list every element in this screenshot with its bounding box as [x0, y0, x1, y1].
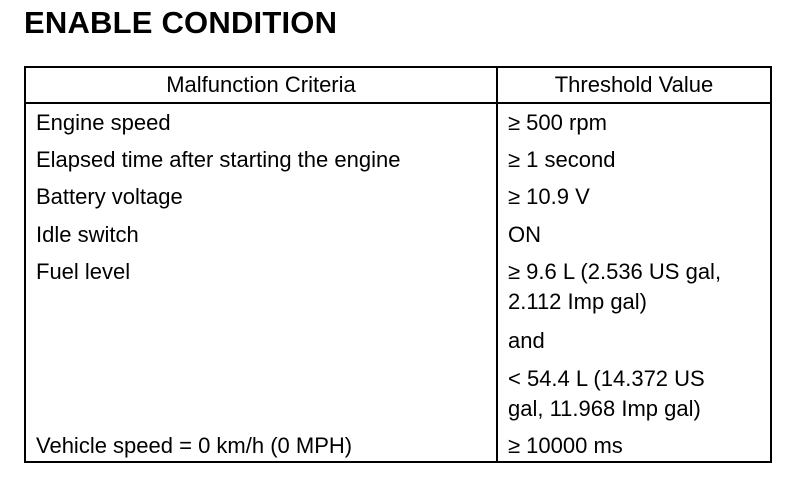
- criteria-cell: Engine speed: [36, 110, 171, 135]
- threshold-cell: ON: [508, 222, 541, 247]
- criteria-cell: Fuel level: [36, 259, 131, 284]
- enable-condition-table: [24, 66, 772, 463]
- criteria-cell: Elapsed time after starting the engine: [36, 147, 401, 172]
- criteria-cell: Idle switch: [36, 222, 139, 247]
- column-header-criteria: Malfunction Criteria: [166, 72, 356, 97]
- threshold-cell: ≥ 9.6 L (2.536 US gal,: [508, 259, 722, 284]
- threshold-cell-continuation: 2.112 Imp gal): [508, 289, 648, 314]
- page-title: ENABLE CONDITION: [24, 5, 338, 40]
- column-header-threshold: Threshold Value: [554, 72, 714, 97]
- threshold-cell-continuation: gal, 11.968 Imp gal): [508, 396, 701, 421]
- threshold-cell: ≥ 1 second: [508, 147, 616, 172]
- threshold-cell: ≥ 10000 ms: [508, 433, 623, 458]
- criteria-cell: Battery voltage: [36, 184, 183, 209]
- header-divider: [26, 102, 770, 104]
- threshold-cell: < 54.4 L (14.372 US: [508, 366, 705, 391]
- threshold-cell: ≥ 500 rpm: [508, 110, 607, 135]
- threshold-cell: ≥ 10.9 V: [508, 184, 590, 209]
- criteria-cell: Vehicle speed = 0 km/h (0 MPH): [36, 433, 353, 458]
- threshold-conjunction: and: [508, 328, 545, 353]
- column-divider: [496, 68, 498, 461]
